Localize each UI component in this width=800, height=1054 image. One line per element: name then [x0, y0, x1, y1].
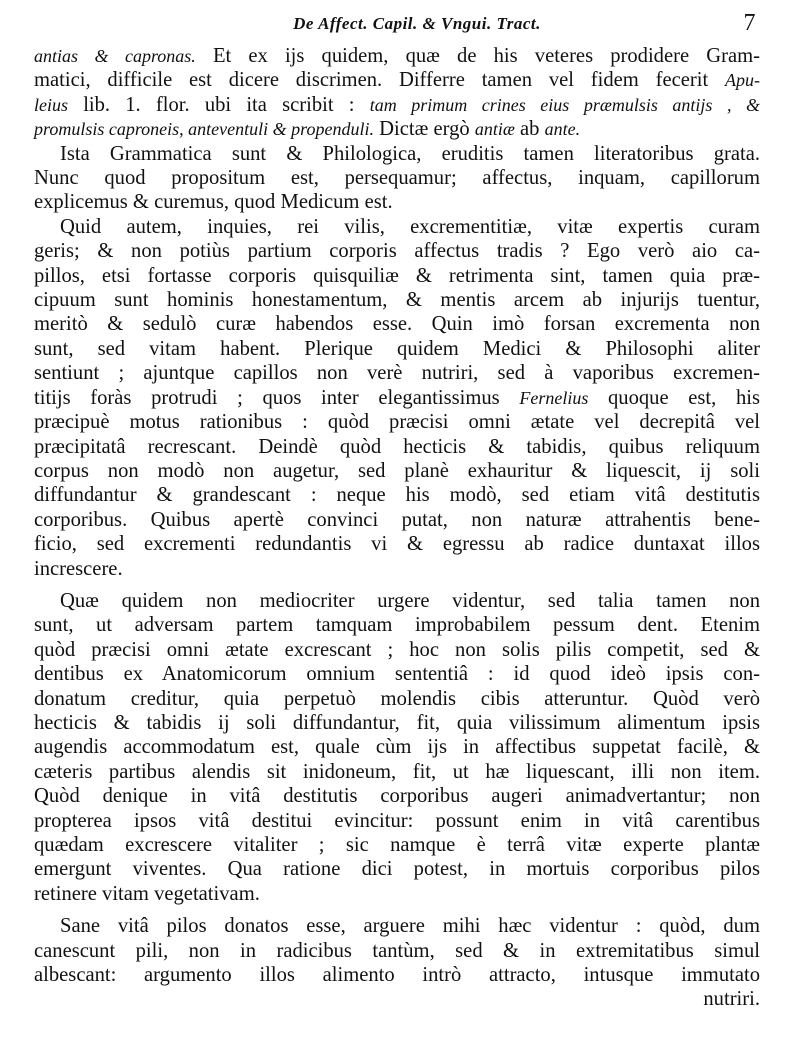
- text-line: [34, 939, 760, 963]
- text-line: [34, 532, 760, 556]
- text-line: [34, 386, 760, 410]
- text-line: [34, 264, 760, 288]
- text-line: [34, 190, 760, 214]
- text-segment: Et ex ijs quidem, quæ de his veteres prodidere Gram-: [195, 45, 760, 67]
- paragraph: [34, 215, 760, 581]
- text-segment: sunt, ut adversam partem tamquam improbabilem pessum dent. Etenim: [34, 614, 760, 637]
- text-segment: Quid autem, inquies, rei vilis, excrementitiæ, vitæ expertis curam: [60, 215, 760, 238]
- text-line: [34, 963, 760, 987]
- text-line: [34, 638, 760, 662]
- italic-text: tam primum crines eius præmulsis antijs , &: [369, 94, 760, 115]
- text-line: [34, 239, 760, 263]
- italic-text: Apu-: [725, 70, 760, 91]
- text-segment: matici, difficile est dicere discrimen. Differre tamen vel fidem fecerit: [34, 69, 725, 92]
- text-line: [34, 589, 760, 613]
- text-segment: augendis accommodatum est, quale cùm ijs in affectibus suppetat facilè, &: [34, 736, 760, 759]
- text-segment: diffundantur & grandescant : neque his modò, sed etiam vitâ destitutis: [34, 484, 760, 507]
- text-line: [34, 410, 760, 434]
- text-segment: nutriri.: [703, 988, 760, 1011]
- text-segment: cæteris partibus alendis sit inidoneum, fit, ut hæ liquescant, illi non item.: [34, 760, 760, 783]
- text-segment: meritò & sedulò curæ habendos esse. Quin imò forsan excrementa non: [34, 313, 760, 336]
- text-segment: dentibus ex Anatomicorum omnium sententiâ : id quod ideò ipsis con-: [34, 663, 760, 686]
- text-line: [34, 735, 760, 759]
- text-line: [34, 784, 760, 808]
- text-segment: geris; & non potiùs partium corporis affectus tradis ? Ego verò aio ca-: [34, 240, 760, 263]
- text-segment: corporibus. Quibus apertè convinci putat, non naturæ attrahentis bene-: [34, 508, 760, 531]
- text-line: [34, 93, 760, 117]
- text-segment: quòd præcisi omni ætate excrescant ; hoc non solis pilis competit, sed &: [34, 638, 760, 661]
- text-segment: propterea ipsos vitâ destitui evincitur: possunt enim in vitâ carentibus: [34, 809, 760, 832]
- text-segment: pillos, etsi fortasse corporis quisquiliæ & retrimenta sint, tamen quia præ-: [34, 264, 760, 287]
- text-segment: donatum creditur, quia perpetuò molendis cibis atteruntur. Quòd verò: [34, 687, 760, 710]
- text-line: [34, 833, 760, 857]
- paragraph: [34, 914, 760, 1012]
- body-text: [34, 44, 760, 1012]
- text-line: [34, 508, 760, 532]
- paragraph: [34, 44, 760, 142]
- text-line: [34, 882, 760, 906]
- text-segment: præcipitatâ recrescant. Deindè quòd hecticis & tabidis, quibus reliquum: [34, 435, 760, 458]
- text-line: [34, 288, 760, 312]
- text-segment: canescunt pili, non in radicibus tantùm, sed & in extremitatibus simul: [34, 939, 760, 962]
- text-segment: quædam excrescere vitaliter ; sic namque è terrâ vitæ experte plantæ: [34, 834, 760, 856]
- text-segment: Quæ quidem non mediocriter urgere videntur, sed talia tamen non: [60, 589, 760, 612]
- text-line: [34, 483, 760, 507]
- italic-text: antiæ: [474, 119, 515, 140]
- text-line: [34, 68, 760, 92]
- text-segment: titijs foràs protrudi ; quos inter elegantissimus: [34, 386, 520, 409]
- text-line: [34, 117, 760, 141]
- text-line: [34, 687, 760, 711]
- text-line: [34, 361, 760, 385]
- text-line: [34, 857, 760, 881]
- text-segment: lib. 1. flor. ubi ita scribit :: [68, 93, 370, 116]
- text-segment: Ista Grammatica sunt & Philologica, eruditis tamen literatoribus grata.: [60, 142, 760, 165]
- text-segment: Sane vitâ pilos donatos esse, arguere mihi hæc videntur : quòd, dum: [60, 915, 760, 938]
- page-number: 7: [743, 10, 756, 36]
- text-segment: sunt, sed vitam habent. Plerique quidem Medici & Philosophi aliter: [34, 337, 760, 360]
- italic-text: antias & capronas.: [34, 46, 196, 66]
- text-line: [34, 337, 760, 361]
- text-line: [34, 987, 760, 1011]
- text-line: [34, 809, 760, 833]
- text-line: [34, 760, 760, 784]
- text-segment: albescant: argumento illos alimento intrò attracto, intusque immutato: [34, 964, 760, 987]
- text-line: [34, 312, 760, 336]
- running-head: [34, 10, 760, 44]
- paragraph: [34, 142, 760, 215]
- text-line: [34, 914, 760, 938]
- text-segment: præcipuè motus rationibus : quòd præcisi omni ætate vel decrepitâ vel: [34, 411, 760, 434]
- text-segment: explicemus & curemus, quod Medicum est.: [34, 191, 393, 214]
- text-segment: Dictæ ergò: [373, 118, 475, 141]
- text-segment: Nunc quod propositum est, persequamur; affectus, inquam, capillorum: [34, 167, 760, 190]
- text-segment: quoque est, his: [588, 386, 760, 409]
- text-line: [34, 459, 760, 483]
- text-segment: ab: [514, 118, 545, 141]
- text-line: [34, 662, 760, 686]
- text-segment: cipuum sunt hominis honestamentum, & mentis arcem ab injurijs tuentur,: [34, 289, 760, 312]
- text-segment: ficio, sed excrementi redundantis vi & egressu ab radice duntaxat illos: [34, 533, 760, 556]
- italic-text: ante.: [544, 119, 581, 140]
- text-line: [34, 435, 760, 459]
- text-line: [34, 166, 760, 190]
- italic-text: Fernelius: [519, 387, 589, 408]
- paragraph: [34, 589, 760, 906]
- italic-text: leius: [34, 94, 68, 115]
- text-segment: emergunt viventes. Qua ratione dici potest, in mortuis corporibus pilos: [34, 858, 760, 881]
- text-line: [34, 215, 760, 239]
- text-segment: retinere vitam vegetativam.: [34, 882, 260, 905]
- text-line: [34, 557, 760, 581]
- text-segment: sentiunt ; ajuntque capillos non verè nutriri, sed à vaporibus excremen-: [34, 362, 760, 385]
- text-line: [34, 44, 760, 68]
- text-segment: corpus non modò non augetur, sed planè exhauritur & liquescit, ij soli: [34, 459, 760, 482]
- text-line: [34, 142, 760, 166]
- text-segment: increscere.: [34, 557, 123, 580]
- text-segment: hecticis & tabidis ij soli diffundantur, fit, quia vilissimum alimentum ipsis: [34, 711, 760, 734]
- text-line: [34, 613, 760, 637]
- text-line: [34, 711, 760, 735]
- italic-text: promulsis caproneis, anteventuli & propenduli.: [34, 119, 374, 140]
- running-title: De Affect. Capil. & Vngui. Tract.: [293, 14, 541, 33]
- text-segment: Quòd denique in vitâ destitutis corporibus augeri animadvertantur; non: [34, 785, 760, 808]
